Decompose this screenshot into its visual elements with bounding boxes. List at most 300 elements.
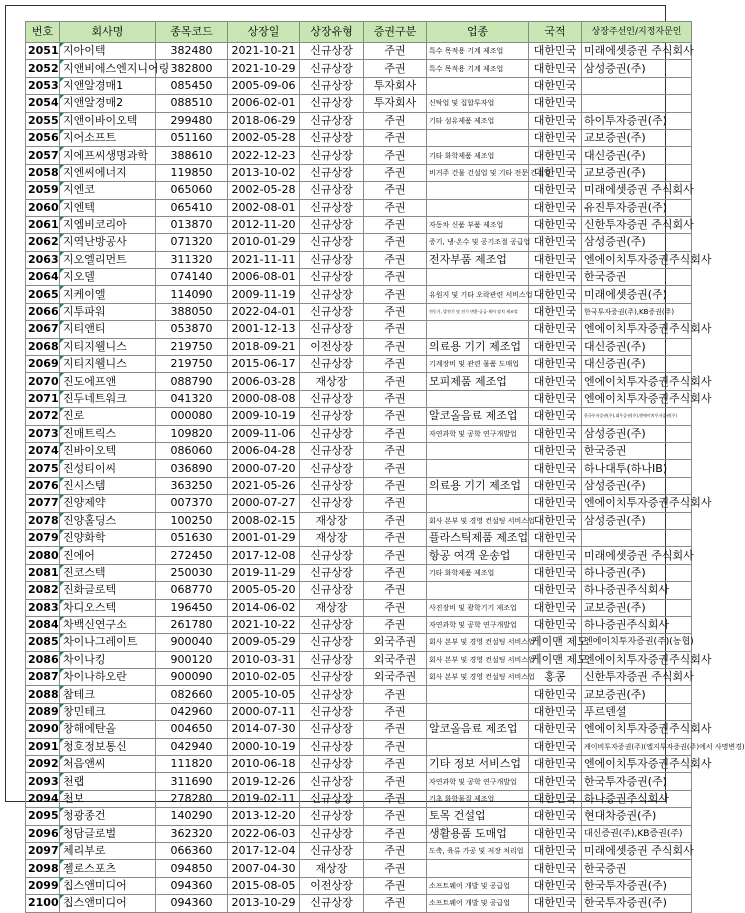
industry: 모피제품 제조업: [427, 373, 529, 390]
listing-type: 재상장: [300, 599, 364, 616]
listing-date: 2006-03-28: [228, 373, 300, 390]
company-name: 진코스텍: [60, 564, 156, 581]
listing-date: 2019-02-11: [228, 790, 300, 807]
table-row: [26, 77, 692, 94]
listing-type: 신규상장: [300, 721, 364, 738]
listing-date: 2005-10-05: [228, 686, 300, 703]
stock-code: 114090: [156, 286, 228, 303]
nationality: 케이맨 제도: [529, 634, 582, 651]
row-number: 2060: [26, 199, 60, 216]
underwriter: [582, 95, 692, 112]
row-number: 2088: [26, 686, 60, 703]
listing-date: 2009-11-19: [228, 286, 300, 303]
nationality: 홍콩: [529, 669, 582, 686]
company-name: 지역난방공사: [60, 234, 156, 251]
company-name: 칩스앤미디어: [60, 895, 156, 912]
company-name: 지엔씨에너지: [60, 164, 156, 181]
listing-type: 신규상장: [300, 460, 364, 477]
nationality: 대한민국: [529, 442, 582, 459]
underwriter: 미래에셋증권 주식회사: [582, 43, 692, 60]
industry: 회사 본부 및 경영 컨설팅 서비스업: [427, 634, 529, 651]
listing-date: 2010-01-29: [228, 234, 300, 251]
row-number: 2078: [26, 512, 60, 529]
underwriter: 미래에셋증권(주): [582, 286, 692, 303]
table-row: [26, 738, 692, 755]
nationality: 대한민국: [529, 77, 582, 94]
listing-date: 2000-08-08: [228, 390, 300, 407]
row-number: 2081: [26, 564, 60, 581]
stock-code: 094360: [156, 895, 228, 912]
table-row: [26, 669, 692, 686]
table-row: [26, 43, 692, 60]
stock-code: 196450: [156, 599, 228, 616]
security-type: 주권: [364, 147, 427, 164]
listing-date: 2005-05-20: [228, 582, 300, 599]
table-row: [26, 582, 692, 599]
listing-date: 2013-10-02: [228, 164, 300, 181]
nationality: 대한민국: [529, 860, 582, 877]
row-number: 2091: [26, 738, 60, 755]
row-number: 2077: [26, 495, 60, 512]
row-number: 2059: [26, 182, 60, 199]
industry: 플라스틱제품 제조업: [427, 529, 529, 546]
nationality: 대한민국: [529, 773, 582, 790]
underwriter: 대신증권(주): [582, 356, 692, 373]
underwriter: 교보증권(주): [582, 164, 692, 181]
nationality: 대한민국: [529, 199, 582, 216]
header-industry: 업종: [427, 22, 529, 43]
stock-code: 261780: [156, 616, 228, 633]
listing-type: 신규상장: [300, 582, 364, 599]
security-type: 투자회사: [364, 77, 427, 94]
table-body: [26, 43, 745, 913]
company-name: 지앤알경매2: [60, 95, 156, 112]
security-type: 주권: [364, 582, 427, 599]
industry: 항공 여객 운송업: [427, 547, 529, 564]
company-name: 진로: [60, 408, 156, 425]
industry: 특수 목적용 기계 제조업: [427, 60, 529, 77]
row-number: 2082: [26, 582, 60, 599]
stock-code: 088790: [156, 373, 228, 390]
security-type: 주권: [364, 129, 427, 146]
nationality: 대한민국: [529, 338, 582, 355]
nationality: 대한민국: [529, 373, 582, 390]
nationality: 대한민국: [529, 216, 582, 233]
listing-date: 2009-11-06: [228, 425, 300, 442]
row-number: 2053: [26, 77, 60, 94]
listing-type: 신규상장: [300, 547, 364, 564]
stock-code: 299480: [156, 112, 228, 129]
header-code: 종목코드: [156, 22, 228, 43]
table-row: [26, 721, 692, 738]
listing-date: 2008-02-15: [228, 512, 300, 529]
company-name: 진양홀딩스: [60, 512, 156, 529]
underwriter: 한국투자증권(주): [582, 877, 692, 894]
listing-type: 신규상장: [300, 199, 364, 216]
listing-date: 2021-10-29: [228, 60, 300, 77]
row-number: 2064: [26, 269, 60, 286]
security-type: 주권: [364, 477, 427, 494]
industry: 의료용 기기 제조업: [427, 338, 529, 355]
security-type: 주권: [364, 547, 427, 564]
underwriter: 엔에이치투자증권(주)(농협): [582, 634, 692, 651]
table-row: [26, 303, 692, 320]
industry: [427, 460, 529, 477]
header-no: 번호: [26, 22, 60, 43]
listing-date: 2005-09-06: [228, 77, 300, 94]
listing-type: 신규상장: [300, 842, 364, 859]
stock-code: 119850: [156, 164, 228, 181]
listing-date: 2019-12-26: [228, 773, 300, 790]
industry: [427, 582, 529, 599]
company-name: 지앤비에스엔지니어링: [60, 60, 156, 77]
listing-type: 신규상장: [300, 773, 364, 790]
listing-type: 신규상장: [300, 234, 364, 251]
security-type: 주권: [364, 373, 427, 390]
listing-type: 신규상장: [300, 216, 364, 233]
stock-code: 388050: [156, 303, 228, 320]
company-name: 차백신연구소: [60, 616, 156, 633]
company-name: 칩스앤미디어: [60, 877, 156, 894]
nationality: 대한민국: [529, 95, 582, 112]
table-row: [26, 756, 692, 773]
row-number: 2065: [26, 286, 60, 303]
table-row: [26, 269, 692, 286]
listing-type: 신규상장: [300, 95, 364, 112]
listing-type: 신규상장: [300, 390, 364, 407]
listing-date: 2021-11-11: [228, 251, 300, 268]
security-type: 주권: [364, 43, 427, 60]
nationality: 대한민국: [529, 269, 582, 286]
underwriter: 하나증권주식회사: [582, 582, 692, 599]
company-name: 지앤알경매1: [60, 77, 156, 94]
company-name: 처음앤씨: [60, 756, 156, 773]
company-name: 청담글로벌: [60, 825, 156, 842]
stock-code: 219750: [156, 338, 228, 355]
stock-code: 042940: [156, 738, 228, 755]
underwriter: 한국증권: [582, 269, 692, 286]
table-row: [26, 529, 692, 546]
underwriter: 유진투자증권(주): [582, 199, 692, 216]
security-type: 주권: [364, 338, 427, 355]
company-name: 진시스템: [60, 477, 156, 494]
row-number: 2085: [26, 634, 60, 651]
industry: 알코올음료 제조업: [427, 721, 529, 738]
stock-code: 013870: [156, 216, 228, 233]
nationality: 대한민국: [529, 790, 582, 807]
company-name: 창민테크: [60, 703, 156, 720]
company-name: 지엔코: [60, 182, 156, 199]
row-number: 2076: [26, 477, 60, 494]
listing-date: 2022-04-01: [228, 303, 300, 320]
listing-type: 신규상장: [300, 77, 364, 94]
table-row: [26, 390, 692, 407]
listing-date: 2010-03-31: [228, 651, 300, 668]
company-name: 체리부로: [60, 842, 156, 859]
nationality: 대한민국: [529, 582, 582, 599]
security-type: 주권: [364, 721, 427, 738]
table-row: [26, 112, 692, 129]
nationality: 대한민국: [529, 564, 582, 581]
header-row: [26, 22, 692, 43]
stock-code: 100250: [156, 512, 228, 529]
nationality: 대한민국: [529, 547, 582, 564]
stock-code: 362320: [156, 825, 228, 842]
underwriter: 미래에셋증권 주식회사: [582, 547, 692, 564]
table-row: [26, 599, 692, 616]
company-name: 차디오스텍: [60, 599, 156, 616]
nationality: 대한민국: [529, 877, 582, 894]
underwriter: 케이비투자증권(주)(엘지투자증권(주)에서 사명변경): [582, 738, 692, 755]
row-number: 2080: [26, 547, 60, 564]
listing-date: 2014-07-30: [228, 721, 300, 738]
industry: 기타 정보 서비스업: [427, 756, 529, 773]
underwriter: 현대차증권(주): [582, 808, 692, 825]
company-name: 차이나킹: [60, 651, 156, 668]
listing-type: 신규상장: [300, 269, 364, 286]
nationality: 대한민국: [529, 425, 582, 442]
nationality: 대한민국: [529, 512, 582, 529]
stock-code: 900120: [156, 651, 228, 668]
listing-date: 2000-07-11: [228, 703, 300, 720]
industry: [427, 182, 529, 199]
industry: 기타 화학제품 제조업: [427, 147, 529, 164]
company-name: 지엔텍: [60, 199, 156, 216]
company-name: 진화글로텍: [60, 582, 156, 599]
listing-date: 2000-07-20: [228, 460, 300, 477]
nationality: 대한민국: [529, 721, 582, 738]
underwriter: 삼성증권(주): [582, 512, 692, 529]
listing-date: 2021-10-22: [228, 616, 300, 633]
nationality: 대한민국: [529, 842, 582, 859]
row-number: 2093: [26, 773, 60, 790]
security-type: 주권: [364, 529, 427, 546]
listing-date: 2022-06-03: [228, 825, 300, 842]
company-name: 지엠비코리아: [60, 216, 156, 233]
nationality: 대한민국: [529, 321, 582, 338]
table-row: [26, 425, 692, 442]
nationality: 대한민국: [529, 390, 582, 407]
security-type: 외국주권: [364, 669, 427, 686]
listing-type: 신규상장: [300, 408, 364, 425]
table-row: [26, 495, 692, 512]
table-row: [26, 825, 692, 842]
security-type: 주권: [364, 860, 427, 877]
company-name: 진바이오텍: [60, 442, 156, 459]
table-row: [26, 147, 692, 164]
underwriter: 엔에이치투자증권주식회사: [582, 756, 692, 773]
row-number: 2099: [26, 877, 60, 894]
industry: [427, 703, 529, 720]
listing-date: 2010-02-05: [228, 669, 300, 686]
listing-type: 신규상장: [300, 112, 364, 129]
stock-code: 051160: [156, 129, 228, 146]
company-name: 차이나그레이트: [60, 634, 156, 651]
industry: 자연과학 및 공학 연구개발업: [427, 425, 529, 442]
table-row: [26, 895, 692, 912]
row-number: 2067: [26, 321, 60, 338]
listing-date: 2017-12-04: [228, 842, 300, 859]
listing-date: 2018-09-21: [228, 338, 300, 355]
listing-type: 신규상장: [300, 321, 364, 338]
listing-type: 신규상장: [300, 651, 364, 668]
stock-code: 000080: [156, 408, 228, 425]
nationality: 대한민국: [529, 286, 582, 303]
nationality: 대한민국: [529, 495, 582, 512]
listing-type: 신규상장: [300, 564, 364, 581]
table-row: [26, 547, 692, 564]
security-type: 주권: [364, 686, 427, 703]
industry: [427, 860, 529, 877]
stock-code: 082660: [156, 686, 228, 703]
table-row: [26, 129, 692, 146]
listing-type: 신규상장: [300, 356, 364, 373]
company-name: 지오엘리먼트: [60, 251, 156, 268]
security-type: 주권: [364, 216, 427, 233]
security-type: 주권: [364, 321, 427, 338]
industry: [427, 442, 529, 459]
security-type: 주권: [364, 703, 427, 720]
listing-type: 신규상장: [300, 686, 364, 703]
industry: 기타 화학제품 제조업: [427, 564, 529, 581]
row-number: 2071: [26, 390, 60, 407]
row-number: 2100: [26, 895, 60, 912]
industry: 유원지 및 기타 오락관련 서비스업: [427, 286, 529, 303]
table-row: [26, 860, 692, 877]
stock-code: 004650: [156, 721, 228, 738]
row-number: 2098: [26, 860, 60, 877]
listing-date: 2019-11-29: [228, 564, 300, 581]
underwriter: 하나증권주식회사: [582, 616, 692, 633]
underwriter: 대신증권(주): [582, 338, 692, 355]
industry: 증기, 냉·온수 및 공기조절 공급업: [427, 234, 529, 251]
listing-date: 2006-04-28: [228, 442, 300, 459]
underwriter: 교보증권(주): [582, 599, 692, 616]
industry: 소프트웨어 개발 및 공급업: [427, 877, 529, 894]
stock-code: 086060: [156, 442, 228, 459]
listing-type: 신규상장: [300, 703, 364, 720]
table-row: [26, 651, 692, 668]
underwriter: 교보증권(주): [582, 686, 692, 703]
company-name: 지투파워: [60, 303, 156, 320]
listing-date: 2017-12-08: [228, 547, 300, 564]
header-security-type: 증권구분: [364, 22, 427, 43]
row-number: 2086: [26, 651, 60, 668]
listing-type: 신규상장: [300, 303, 364, 320]
security-type: 주권: [364, 738, 427, 755]
industry: 생활용품 도매업: [427, 825, 529, 842]
company-listing-table: [25, 21, 745, 913]
row-number: 2055: [26, 112, 60, 129]
security-type: 투자회사: [364, 95, 427, 112]
stock-code: 094360: [156, 877, 228, 894]
listing-date: 2012-11-20: [228, 216, 300, 233]
underwriter: 하나증권(주): [582, 564, 692, 581]
listing-date: 2015-06-17: [228, 356, 300, 373]
company-name: 참테크: [60, 686, 156, 703]
stock-code: 382800: [156, 60, 228, 77]
nationality: 대한민국: [529, 460, 582, 477]
table-row: [26, 234, 692, 251]
underwriter: 한국증권: [582, 860, 692, 877]
row-number: 2058: [26, 164, 60, 181]
industry: 회사 본부 및 경영 컨설팅 서비스업: [427, 651, 529, 668]
nationality: 대한민국: [529, 112, 582, 129]
nationality: 대한민국: [529, 147, 582, 164]
industry: 자연과학 및 공학 연구개발업: [427, 616, 529, 633]
table-row: [26, 182, 692, 199]
listing-type: 재상장: [300, 529, 364, 546]
underwriter: 엔에이치투자증권주식회사: [582, 721, 692, 738]
underwriter: [582, 77, 692, 94]
company-name: 진도에프앤: [60, 373, 156, 390]
stock-code: 219750: [156, 356, 228, 373]
security-type: 주권: [364, 512, 427, 529]
security-type: 주권: [364, 112, 427, 129]
listing-type: 신규상장: [300, 825, 364, 842]
industry: [427, 199, 529, 216]
industry: 신탁업 및 집합투자업: [427, 95, 529, 112]
listing-date: 2002-08-01: [228, 199, 300, 216]
underwriter: 한국투자증권(주),KB증권(주): [582, 303, 692, 320]
stock-code: 085450: [156, 77, 228, 94]
row-number: 2061: [26, 216, 60, 233]
listing-date: 2009-05-29: [228, 634, 300, 651]
company-name: 창해에탄올: [60, 721, 156, 738]
stock-code: 311690: [156, 773, 228, 790]
industry: 알코올음료 제조업: [427, 408, 529, 425]
listing-type: 신규상장: [300, 129, 364, 146]
listing-type: 신규상장: [300, 669, 364, 686]
underwriter: 삼성증권(주): [582, 60, 692, 77]
industry: 특수 목적용 기계 제조업: [427, 43, 529, 60]
company-name: 지오델: [60, 269, 156, 286]
company-name: 진양화학: [60, 529, 156, 546]
security-type: 주권: [364, 495, 427, 512]
industry: 의료용 기기 제조업: [427, 477, 529, 494]
underwriter: 엔에이치투자증권주식회사: [582, 373, 692, 390]
row-number: 2073: [26, 425, 60, 442]
listing-date: 2006-02-01: [228, 95, 300, 112]
table-row: [26, 286, 692, 303]
security-type: 외국주권: [364, 651, 427, 668]
security-type: 주권: [364, 756, 427, 773]
underwriter: 한국증권: [582, 442, 692, 459]
company-name: 천랩: [60, 773, 156, 790]
header-listing-date: 상장일: [228, 22, 300, 43]
header-company: 회사명: [60, 22, 156, 43]
listing-date: 2001-12-13: [228, 321, 300, 338]
security-type: 주권: [364, 182, 427, 199]
table-row: [26, 564, 692, 581]
listing-date: 2013-12-20: [228, 808, 300, 825]
row-number: 2083: [26, 599, 60, 616]
nationality: 대한민국: [529, 825, 582, 842]
row-number: 2087: [26, 669, 60, 686]
industry: [427, 495, 529, 512]
security-type: 주권: [364, 460, 427, 477]
underwriter: 푸르덴셜: [582, 703, 692, 720]
listing-type: 신규상장: [300, 182, 364, 199]
security-type: 주권: [364, 895, 427, 912]
row-number: 2063: [26, 251, 60, 268]
row-number: 2068: [26, 338, 60, 355]
nationality: 대한민국: [529, 60, 582, 77]
underwriter: 미래에셋증권 주식회사: [582, 842, 692, 859]
listing-date: 2001-01-29: [228, 529, 300, 546]
stock-code: 250030: [156, 564, 228, 581]
listing-type: 신규상장: [300, 425, 364, 442]
